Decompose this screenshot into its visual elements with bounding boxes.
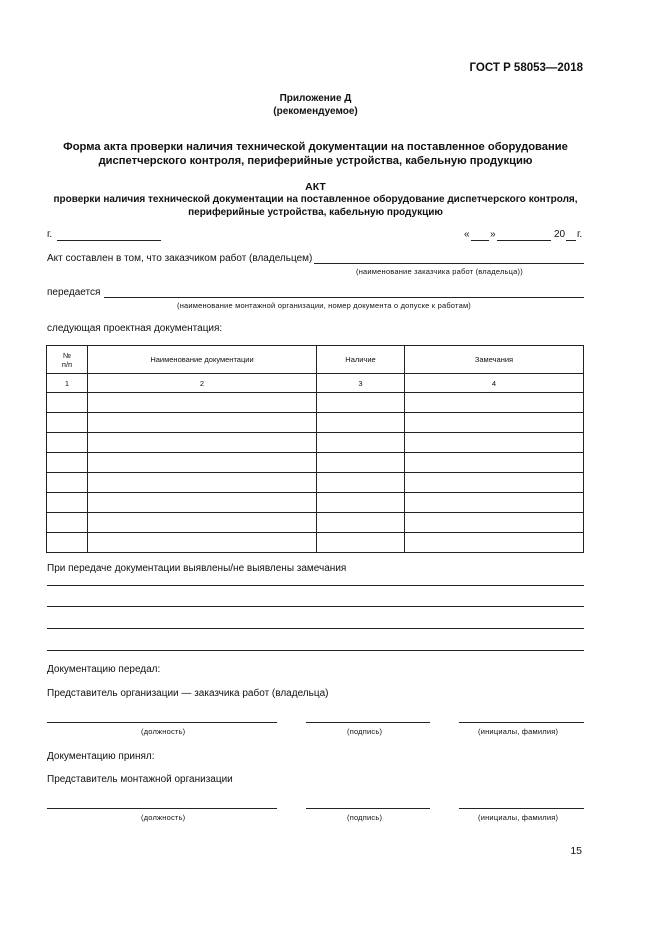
transfer-field[interactable]	[104, 297, 584, 298]
handed-over-signature-field[interactable]	[306, 722, 430, 723]
header-remarks: Замечания	[405, 346, 584, 374]
header-number	[47, 346, 88, 374]
handed-over-name-field[interactable]	[459, 722, 584, 723]
date-open-quote: «	[464, 229, 470, 240]
table-cell[interactable]	[317, 513, 405, 533]
appendix-subtitle: (рекомендуемое)	[273, 106, 358, 117]
handed-over-label: Документацию передал:	[47, 664, 161, 675]
table-cell[interactable]	[47, 453, 88, 473]
table-cell[interactable]	[317, 493, 405, 513]
received-name-caption: (инициалы, фамилия)	[478, 813, 559, 822]
column-number-4: 4	[405, 374, 584, 393]
table-cell[interactable]	[47, 393, 88, 413]
year-prefix: 20	[554, 229, 566, 240]
received-signature-caption: (подпись)	[347, 813, 383, 822]
month-field[interactable]	[497, 240, 551, 241]
remarks-line[interactable]	[47, 650, 584, 651]
table-row	[47, 533, 584, 553]
customer-field[interactable]	[314, 263, 584, 264]
received-representative: Представитель монтажной организации	[47, 774, 233, 785]
remarks-label: При передаче документации выявлены/не выявлены замечания	[47, 563, 347, 574]
received-label: Документацию принял:	[47, 751, 155, 762]
table-cell[interactable]	[47, 493, 88, 513]
table-cell[interactable]	[405, 493, 584, 513]
table-cell[interactable]	[47, 473, 88, 493]
table-cell[interactable]	[405, 433, 584, 453]
table-cell[interactable]	[88, 453, 317, 473]
date-close-quote: »	[490, 229, 496, 240]
column-number-1: 1	[47, 374, 88, 393]
day-field[interactable]	[471, 240, 489, 241]
table-cell[interactable]	[317, 433, 405, 453]
table-row	[47, 413, 584, 433]
appendix-heading	[47, 92, 584, 118]
handed-over-position-caption: (должность)	[141, 727, 186, 736]
header-availability: Наличие	[317, 346, 405, 374]
akt-heading: АКТ	[305, 181, 326, 193]
table-row	[47, 393, 584, 413]
city-field[interactable]	[57, 240, 161, 241]
table-row	[47, 493, 584, 513]
table-cell[interactable]	[317, 413, 405, 433]
handed-over-name-caption: (инициалы, фамилия)	[478, 727, 559, 736]
remarks-line[interactable]	[47, 628, 584, 629]
header-document-name: Наименование документации	[88, 346, 317, 374]
form-title-line-2: диспетчерского контроля, периферийные устройства, кабельную продукцию	[98, 155, 533, 167]
akt-subtitle	[47, 194, 584, 219]
table-cell[interactable]	[88, 393, 317, 413]
table-cell[interactable]	[47, 433, 88, 453]
table-cell[interactable]	[405, 413, 584, 433]
table-cell[interactable]	[88, 433, 317, 453]
handed-over-position-field[interactable]	[47, 722, 277, 723]
transfer-caption: (наименование монтажной организации, номер документа о допуске к работам)	[177, 301, 471, 310]
table-cell[interactable]	[88, 413, 317, 433]
form-title	[47, 140, 584, 168]
column-number-2: 2	[88, 374, 317, 393]
table-cell[interactable]	[317, 393, 405, 413]
received-name-field[interactable]	[459, 808, 584, 809]
year-field[interactable]	[566, 240, 576, 241]
handed-over-representative: Представитель организации — заказчика работ (владельца)	[47, 688, 329, 699]
table-row	[47, 513, 584, 533]
remarks-line[interactable]	[47, 606, 584, 607]
table-header-row	[47, 346, 584, 374]
table-cell[interactable]	[88, 493, 317, 513]
customer-label: Акт составлен в том, что заказчиком работ (владельцем)	[47, 253, 313, 264]
table-cell[interactable]	[88, 533, 317, 553]
table-cell[interactable]	[88, 473, 317, 493]
header-number-label: № п/п	[61, 350, 73, 369]
remarks-line[interactable]	[47, 585, 584, 586]
table-cell[interactable]	[405, 393, 584, 413]
table-cell[interactable]	[405, 533, 584, 553]
table-cell[interactable]	[317, 533, 405, 553]
appendix-title: Приложение Д	[279, 93, 352, 104]
table-row	[47, 433, 584, 453]
page-number: 15	[570, 845, 582, 857]
table-cell[interactable]	[317, 453, 405, 473]
received-position-field[interactable]	[47, 808, 277, 809]
table-cell[interactable]	[47, 513, 88, 533]
table-cell[interactable]	[405, 453, 584, 473]
documents-table	[46, 345, 584, 553]
table-cell[interactable]	[405, 513, 584, 533]
akt-subtitle-line-2: периферийные устройства, кабельную продукцию	[188, 206, 443, 218]
table-row	[47, 473, 584, 493]
table-cell[interactable]	[47, 533, 88, 553]
akt-subtitle-line-1: проверки наличия технической документации на поставленное оборудование диспетчерского контроля,	[53, 194, 578, 205]
column-number-3: 3	[317, 374, 405, 393]
table-column-numbers-row	[47, 374, 584, 393]
year-suffix: г.	[577, 229, 583, 240]
table-cell[interactable]	[47, 413, 88, 433]
transfer-label: передается	[47, 287, 101, 298]
customer-caption: (наименование заказчика работ (владельца))	[356, 267, 523, 276]
table-cell[interactable]	[88, 513, 317, 533]
table-cell[interactable]	[405, 473, 584, 493]
city-prefix: г.	[47, 229, 53, 240]
table-row	[47, 453, 584, 473]
docs-intro: следующая проектная документация:	[47, 323, 223, 334]
received-signature-field[interactable]	[306, 808, 430, 809]
received-position-caption: (должность)	[141, 813, 186, 822]
handed-over-signature-caption: (подпись)	[347, 727, 383, 736]
table-cell[interactable]	[317, 473, 405, 493]
standard-number: ГОСТ Р 58053—2018	[469, 62, 583, 74]
form-title-line-1: Форма акта проверки наличия технической документации на поставленное оборудование	[63, 141, 568, 153]
